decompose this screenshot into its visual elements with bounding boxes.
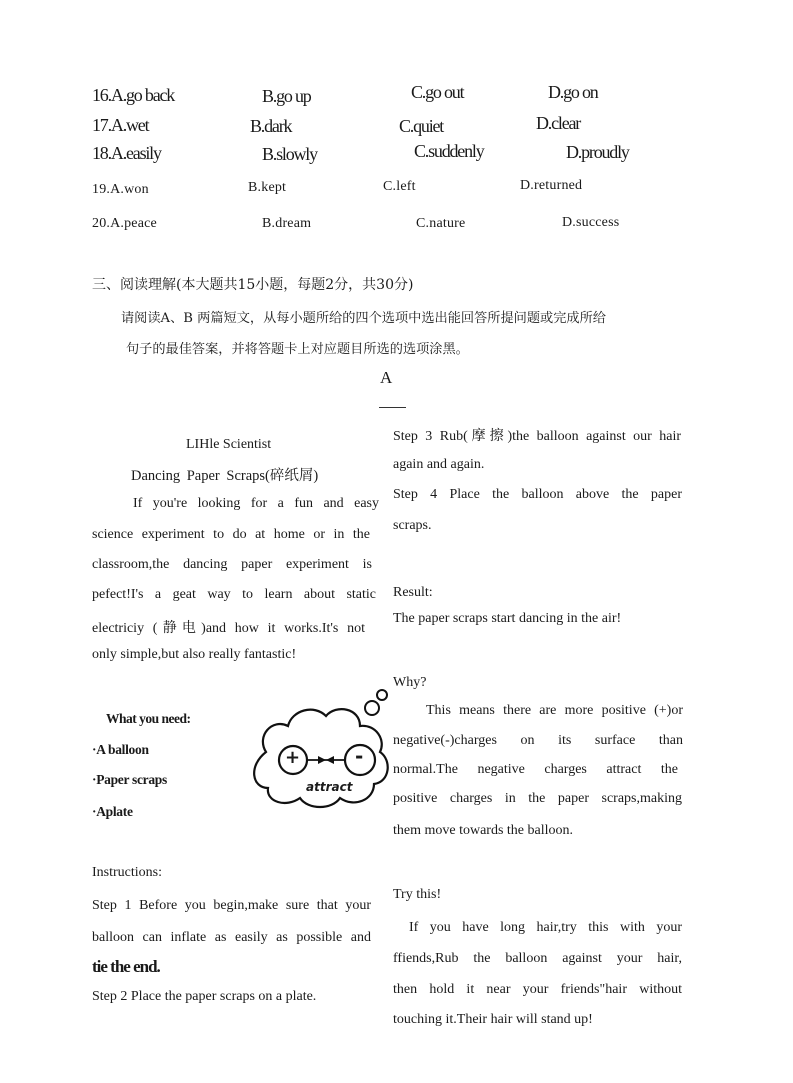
try-line: If you have long hair,try this with your <box>409 920 682 935</box>
need-item-balloon: ·A balloon <box>92 742 149 757</box>
option-18-a: 18.A.easily <box>92 143 161 163</box>
step1-line2: balloon can inflate as easily as possible and <box>92 930 371 945</box>
result-title: Result: <box>393 585 433 600</box>
why-line: This means there are more positive (+)or <box>426 703 683 718</box>
article-subtitle: Dancing Paper Scraps(碎纸屑) <box>131 468 319 484</box>
plus-sign: + <box>285 747 301 768</box>
step1-line3: tie the end. <box>92 957 160 976</box>
thought-cloud-icon <box>236 688 394 814</box>
section-instruction-line1: 请阅读A、B 两篇短文，从每小题所给的四个选项中选出能回答所提问题或完成所给 <box>121 311 606 326</box>
passage-letter: A <box>380 368 393 387</box>
instructions-title: Instructions: <box>92 865 162 880</box>
option-16-b: B.go up <box>262 86 311 106</box>
option-17-a: 17.A.wet <box>92 115 149 135</box>
option-17-d: D.clear <box>536 113 581 133</box>
option-19-b: B.kept <box>248 180 287 195</box>
passage-divider <box>379 407 406 408</box>
intro-line: If you're looking for a fun and easy <box>133 496 379 511</box>
option-18-b: B.slowly <box>262 144 317 164</box>
step2: Step 2 Place the paper scraps on a plate. <box>92 989 317 1004</box>
section-instruction-line2: 句子的最佳答案，并将答题卡上对应题目所选的选项涂黑。 <box>126 342 469 357</box>
need-item-plate: ·Aplate <box>92 804 133 819</box>
option-19-a: 19.A.won <box>92 182 149 197</box>
attract-figure <box>236 688 394 814</box>
option-16-c: C.go out <box>411 82 464 102</box>
result-text: The paper scraps start dancing in the air! <box>393 611 622 626</box>
step4-line2: scraps. <box>393 518 432 533</box>
intro-line: pefect!I's a geat way to learn about static <box>92 587 376 602</box>
option-18-c: C.suddenly <box>414 141 484 161</box>
option-18-d: D.proudly <box>566 142 629 162</box>
section-heading: 三、阅读理解(本大题共15小题，每题2分，共30分) <box>92 277 414 293</box>
try-line: ffiends,Rub the balloon against your hair, <box>393 951 682 966</box>
option-20-b: B.dream <box>262 216 312 231</box>
why-line: positive charges in the paper scraps,making <box>393 791 682 806</box>
intro-line: classroom,the dancing paper experiment is <box>92 557 372 572</box>
intro-line: only simple,but also really fantastic! <box>92 647 297 662</box>
attract-label: attract <box>306 780 353 794</box>
step1-line1: Step 1 Before you begin,make sure that your <box>92 898 371 913</box>
option-17-c: C.quiet <box>399 116 444 136</box>
intro-line: science experiment to do at home or in the <box>92 527 370 542</box>
option-16-a: 16.A.go back <box>92 85 175 105</box>
need-item-paper-scraps: ·Paper scraps <box>92 772 167 787</box>
option-20-a: 20.A.peace <box>92 216 157 231</box>
need-title: What you need: <box>106 711 191 726</box>
intro-line: electriciy (静电)and how it works.It's not <box>92 621 365 636</box>
step4-line1: Step 4 Place the balloon above the paper <box>393 487 682 502</box>
why-line: them move towards the balloon. <box>393 823 574 838</box>
why-title: Why? <box>393 675 427 690</box>
step3-line1: Step 3 Rub(摩擦)the balloon against our hair <box>393 429 681 444</box>
article-title: LIHle Scientist <box>186 437 272 452</box>
option-17-b: B.dark <box>250 116 292 136</box>
step3-line2: again and again. <box>393 457 485 472</box>
try-title: Try this! <box>393 887 442 902</box>
option-19-c: C.left <box>383 179 416 194</box>
try-line: then hold it near your friends"hair without <box>393 982 682 997</box>
why-line: negative(-)charges on its surface than <box>393 733 683 748</box>
try-line: touching it.Their hair will stand up! <box>393 1012 593 1027</box>
option-19-d: D.returned <box>520 178 583 193</box>
minus-sign: - <box>355 744 364 768</box>
why-line: normal.The negative charges attract the <box>393 762 678 777</box>
option-20-d: D.success <box>562 215 620 230</box>
option-20-c: C.nature <box>416 216 466 231</box>
option-16-d: D.go on <box>548 82 598 102</box>
